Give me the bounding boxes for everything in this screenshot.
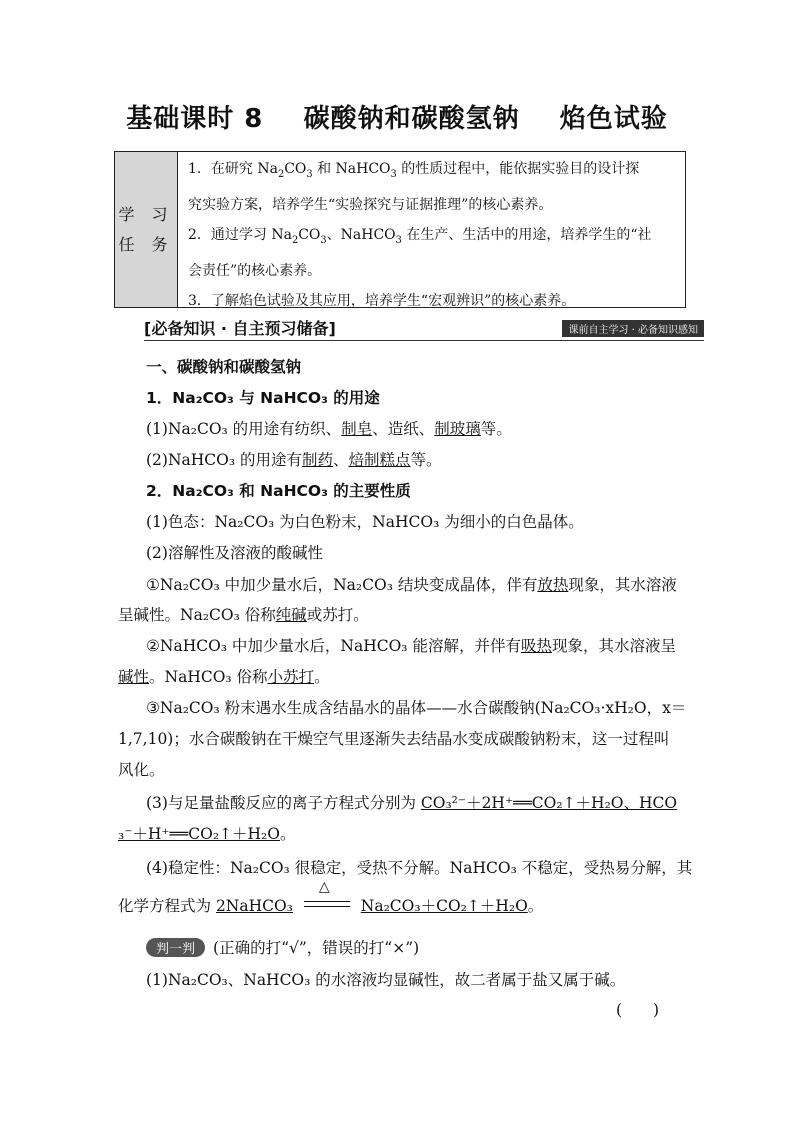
point-1-cont: 呈碱性。Na₂CO₃ 俗称纯碱或苏打。 <box>118 606 369 624</box>
judge-badge: 判一判 <box>146 938 205 957</box>
learning-task-box <box>114 151 686 308</box>
heading-1-1: 1．Na₂CO₃ 与 NaHCO₃ 的用途 <box>146 389 380 407</box>
point-2-cont: 碱性。NaHCO₃ 俗称小苏打。 <box>118 668 330 686</box>
page-title: 基础课时 8 碳酸钠和碳酸氢钠 焰色试验 <box>126 104 668 134</box>
point-2: ②NaHCO₃ 中加少量水后，NaHCO₃ 能溶解，并伴有吸热现象，其水溶液呈 <box>146 637 676 655</box>
property-solubility: (2)溶解性及溶液的酸碱性 <box>146 544 323 562</box>
decomposition-equation: 化学方程式为 2NaHCO₃ △ Na₂CO₃＋CO₂↑＋H₂O。 <box>118 893 543 919</box>
section-tag: 课前自主学习 · 必备知识感知 <box>562 320 704 337</box>
heat-delta-icon: △ <box>318 879 330 895</box>
task-item-3: 3．了解焰色试验及其应用，培养学生“宏观辨识”的核心素养。 <box>188 292 576 309</box>
judge-header: 判一判 (正确的打“√”，错误的打“×”) <box>146 936 419 958</box>
task-label-line2: 任 务 <box>118 234 174 254</box>
heat-equals-sign <box>304 879 350 919</box>
task-item-1: 1．在研究 $Na_2CO_3$ 和 NaHCO$_3$ 的性质过程中，能依据实验目的设计探 <box>188 161 640 180</box>
usage-nahco3: (2)NaHCO₃ 的用途有制药、焙制糕点等。 <box>146 451 442 469</box>
property-color: (1)色态：Na₂CO₃ 为白色粉末，NaHCO₃ 为细小的白色晶体。 <box>146 513 584 531</box>
point-3-cont: 1,7,10)；水合碳酸钠在干燥空气里逐渐失去结晶水变成碳酸钠粉末，这一过程叫 <box>118 730 670 748</box>
task-label-line1: 学 习 <box>118 204 174 224</box>
reaction-hcl: (3)与足量盐酸反应的离子方程式分别为 CO₃²⁻＋2H⁺══CO₂↑＋H₂O、HCO <box>146 794 678 812</box>
point-3: ③Na₂CO₃ 粉末遇水生成含结晶水的晶体——水合碳酸钠(Na₂CO₃·xH₂O，x＝ <box>146 699 687 717</box>
point-1: ①Na₂CO₃ 中加少量水后，Na₂CO₃ 结块变成晶体，伴有放热现象，其水溶液 <box>146 576 677 594</box>
heading-1-2: 2．Na₂CO₃ 和 NaHCO₃ 的主要性质 <box>146 482 411 500</box>
section-title: [必备知识 · 自主预习储备] <box>144 319 336 338</box>
learning-task-items <box>178 152 685 307</box>
answer-blank-1: ( ) <box>616 1001 660 1019</box>
stability: (4)稳定性：Na₂CO₃ 很稳定，受热不分解。NaHCO₃ 不稳定，受热易分解，其 <box>146 859 693 877</box>
task-item-2-cont: 会责任”的核心素养。 <box>188 262 322 279</box>
heading-1: 一、碳酸钠和碳酸氢钠 <box>146 358 302 376</box>
task-item-1-cont: 究实验方案，培养学生“实验探究与证据推理”的核心素养。 <box>188 196 553 213</box>
task-item-2: 2．通过学习 $Na_2CO_3$、NaHCO$_3$ 在生产、生活中的用途，培养学生的“社 <box>188 226 652 246</box>
reaction-hcl-cont: ₃⁻＋H⁺══CO₂↑＋H₂O。 <box>118 825 296 843</box>
usage-na2co3: (1)Na₂CO₃ 的用途有纺织、制皂、造纸、制玻璃等。 <box>146 420 512 438</box>
question-1: (1)Na₂CO₃、NaHCO₃ 的水溶液均显碱性，故二者属于盐又属于碱。 <box>146 971 626 989</box>
section-header <box>144 314 704 341</box>
learning-task-label <box>115 152 178 307</box>
point-3-end: 风化。 <box>118 761 165 779</box>
